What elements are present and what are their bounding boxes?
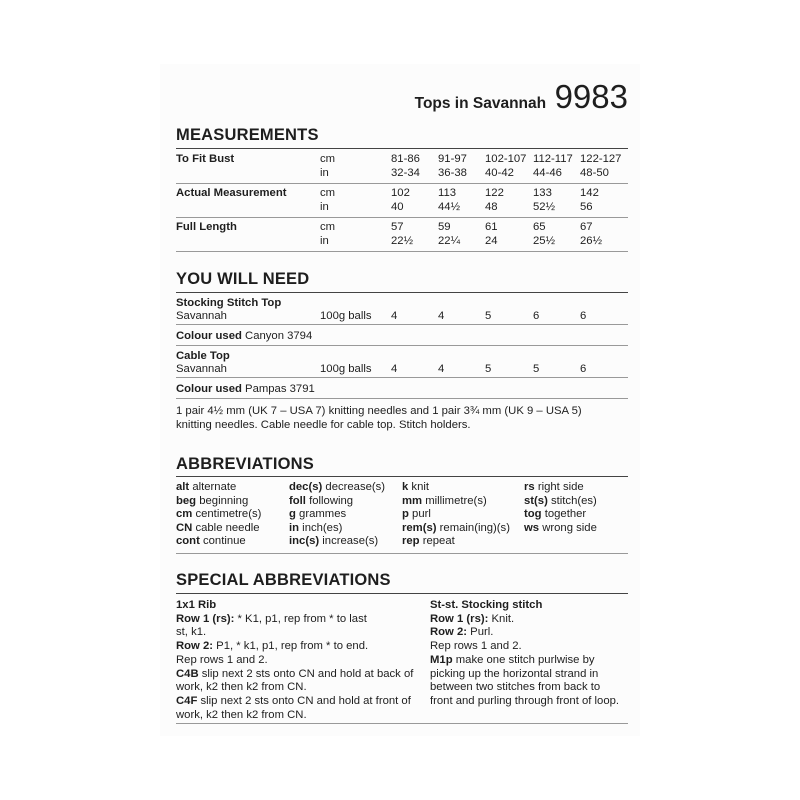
divider: [176, 292, 628, 293]
special-abbreviation-line: [430, 694, 619, 708]
yarn-section-title: Cable Top: [176, 350, 230, 362]
ball-count: 4: [438, 310, 445, 322]
abbreviation-meaning: wrong side: [539, 521, 597, 534]
value-cm: 59: [438, 221, 451, 233]
value-cm: 81-86: [391, 153, 420, 165]
divider: [176, 593, 628, 594]
abbreviation-key: alt: [176, 481, 190, 493]
row-label: Full Length: [176, 221, 237, 233]
abbreviation-meaning: beginning: [196, 494, 249, 507]
special-key: 1x1 Rib: [176, 599, 217, 611]
abbreviation-meaning: remain(ing)(s): [436, 521, 510, 534]
unit-in: in: [320, 201, 329, 213]
value-in: 52½: [533, 201, 555, 213]
abbreviation-key: in: [289, 521, 300, 534]
value-cm: 133: [533, 187, 552, 199]
pattern-number: 9983: [554, 78, 628, 115]
special-text: front and purling through front of loop.: [430, 694, 620, 707]
abbreviation-key: mm: [402, 494, 423, 507]
divider: [176, 398, 628, 399]
abbreviation-key: tog: [524, 508, 542, 521]
abbreviation-key: cm: [176, 508, 193, 521]
special-key: Row 2:: [176, 640, 214, 653]
divider: [176, 251, 628, 252]
unit-in: in: [320, 235, 329, 247]
value-cm: 65: [533, 221, 546, 233]
special-key: C4B: [176, 667, 199, 680]
divider: [176, 723, 628, 724]
ball-count: 4: [391, 310, 398, 322]
abbreviation-entry: [289, 521, 342, 535]
value-in: 44-46: [533, 167, 562, 179]
abbreviation-key: rem(s): [402, 521, 437, 534]
abbreviation-meaning: grammes: [295, 508, 347, 521]
abbreviation-meaning: increase(s): [319, 535, 379, 548]
needles-text: 1 pair 4½ mm (UK 7 – USA 7) knitting needles and 1 pair 3¾ mm (UK 9 – USA 5): [176, 405, 582, 417]
colour-value: Canyon 3794: [241, 330, 313, 342]
abbreviation-key: k: [402, 481, 409, 493]
abbreviation-meaning: cable needle: [192, 521, 260, 534]
special-key: Row 2:: [430, 626, 468, 639]
abbreviation-entry: [402, 534, 455, 548]
special-key: C4F: [176, 694, 198, 707]
value-cm: 57: [391, 221, 404, 233]
divider: [176, 476, 628, 477]
divider: [176, 345, 628, 346]
yarn-section-title: Stocking Stitch Top: [176, 297, 282, 309]
ball-count: 6: [533, 310, 540, 322]
pattern-title: Tops in Savannah: [414, 95, 547, 112]
abbreviation-meaning: continue: [199, 535, 246, 548]
value-cm: 122-127: [580, 153, 622, 165]
special-abbreviation-line: [176, 708, 307, 722]
abbreviation-key: dec(s): [289, 481, 323, 493]
abbreviation-meaning: right side: [534, 481, 584, 493]
needles-text: knitting needles. Cable needle for cable top. Stitch holders.: [176, 419, 471, 431]
special-abbreviation-line: [176, 667, 413, 681]
value-cm: 67: [580, 221, 593, 233]
value-in: 48: [485, 201, 498, 213]
special-text: st, k1.: [176, 626, 207, 639]
special-abbreviation-line: [176, 598, 216, 612]
abbreviation-key: st(s): [524, 494, 548, 507]
abbreviation-entry: [176, 494, 248, 508]
value-in: 32-34: [391, 167, 420, 179]
ball-count: 5: [485, 310, 492, 322]
ball-count: 5: [533, 363, 540, 375]
ball-count: 4: [391, 363, 398, 375]
unit-in: in: [320, 167, 329, 179]
special-abbreviation-line: [176, 639, 368, 653]
abbreviation-meaning: following: [305, 494, 354, 507]
ball-count: 4: [438, 363, 445, 375]
special-text: slip next 2 sts onto CN and hold at front of: [197, 694, 411, 707]
yarn-name: Savannah: [176, 310, 227, 322]
row-label: Actual Measurement: [176, 187, 287, 199]
abbreviation-key: g: [289, 508, 296, 521]
special-text: work, k2 then k2 from CN.: [176, 708, 307, 721]
special-abbreviation-line: [430, 612, 514, 626]
abbreviation-entry: [289, 494, 353, 508]
divider: [176, 148, 628, 149]
abbreviation-meaning: centimetre(s): [192, 508, 262, 521]
special-text: make one stitch purlwise by: [452, 653, 595, 666]
abbreviation-entry: [289, 507, 346, 521]
colour-label: Colour used: [176, 383, 242, 395]
abbreviation-entry: [524, 507, 586, 521]
special-abbreviation-line: [430, 680, 600, 694]
special-text: slip next 2 sts onto CN and hold at back of: [198, 667, 414, 680]
value-in: 22½: [391, 235, 413, 247]
special-abbreviation-line: [430, 667, 598, 681]
abbreviation-meaning: millimetre(s): [422, 494, 487, 507]
special-abbreviation-line: [176, 680, 307, 694]
value-cm: 91-97: [438, 153, 467, 165]
abbreviation-key: CN: [176, 521, 193, 534]
section-heading: ABBREVIATIONS: [176, 455, 314, 473]
value-in: 48-50: [580, 167, 609, 179]
special-text: picking up the horizontal strand in: [430, 667, 599, 680]
special-key: St-st. Stocking stitch: [430, 599, 543, 611]
special-key: Row 1 (rs):: [430, 612, 489, 625]
special-key: M1p: [430, 653, 453, 666]
special-text: Purl.: [467, 626, 494, 639]
row-label: To Fit Bust: [176, 153, 235, 165]
colour-used: [176, 382, 315, 396]
special-abbreviation-line: [176, 653, 268, 667]
colour-label: Colour used: [176, 330, 242, 342]
ball-count: 5: [485, 363, 492, 375]
colour-value: Pampas 3791: [241, 383, 315, 395]
abbreviation-meaning: alternate: [189, 481, 237, 493]
section-heading: SPECIAL ABBREVIATIONS: [176, 571, 391, 589]
abbreviation-meaning: stitch(es): [547, 494, 597, 507]
abbreviation-key: p: [402, 508, 409, 521]
value-in: 22¼: [438, 235, 460, 247]
abbreviation-entry: [176, 480, 236, 494]
special-key: Row 1 (rs):: [176, 612, 235, 625]
special-abbreviation-line: [430, 625, 493, 639]
ball-count: 6: [580, 363, 587, 375]
pattern-header: [415, 78, 628, 116]
value-cm: 142: [580, 187, 599, 199]
abbreviation-meaning: knit: [408, 481, 430, 493]
special-text: between two stitches from back to: [430, 681, 601, 694]
divider: [176, 183, 628, 184]
yarn-unit: 100g balls: [320, 363, 372, 375]
special-abbreviation-line: [176, 612, 367, 626]
abbreviation-meaning: repeat: [419, 535, 455, 548]
abbreviation-entry: [524, 494, 597, 508]
value-cm: 112-117: [533, 153, 573, 165]
abbreviation-meaning: together: [541, 508, 587, 521]
abbreviation-key: rs: [524, 481, 535, 493]
value-in: 56: [580, 201, 593, 213]
special-abbreviation-line: [430, 598, 542, 612]
abbreviation-entry: [176, 521, 260, 535]
special-abbreviation-line: [176, 625, 206, 639]
abbreviation-entry: [524, 480, 584, 494]
yarn-unit: 100g balls: [320, 310, 372, 322]
value-in: 40-42: [485, 167, 514, 179]
unit-cm: cm: [320, 187, 336, 199]
value-cm: 102-107: [485, 153, 527, 165]
special-text: Knit.: [488, 612, 515, 625]
section-heading: YOU WILL NEED: [176, 270, 310, 288]
abbreviation-key: cont: [176, 535, 200, 548]
special-abbreviation-line: [430, 653, 595, 667]
yarn-name: Savannah: [176, 363, 227, 375]
special-text: work, k2 then k2 from CN.: [176, 681, 307, 694]
abbreviation-entry: [402, 507, 431, 521]
abbreviation-key: beg: [176, 494, 197, 507]
value-in: 25½: [533, 235, 555, 247]
section-heading: MEASUREMENTS: [176, 126, 319, 144]
abbreviation-meaning: inch(es): [299, 521, 343, 534]
divider: [176, 377, 628, 378]
value-in: 44½: [438, 201, 460, 213]
abbreviation-meaning: purl: [408, 508, 431, 521]
value-in: 24: [485, 235, 498, 247]
abbreviation-meaning: decrease(s): [322, 481, 386, 493]
value-in: 40: [391, 201, 404, 213]
special-text: * K1, p1, rep from * to last: [234, 612, 367, 625]
abbreviation-entry: [402, 494, 487, 508]
abbreviation-entry: [176, 534, 246, 548]
abbreviation-entry: [402, 521, 510, 535]
unit-cm: cm: [320, 153, 336, 165]
ball-count: 6: [580, 310, 587, 322]
value-cm: 122: [485, 187, 504, 199]
abbreviation-entry: [289, 534, 378, 548]
value-in: 36-38: [438, 167, 467, 179]
unit-cm: cm: [320, 221, 336, 233]
divider: [176, 553, 628, 554]
abbreviation-entry: [289, 480, 385, 494]
abbreviation-key: inc(s): [289, 535, 320, 548]
special-text: P1, * k1, p1, rep from * to end.: [213, 640, 369, 653]
value-cm: 113: [438, 187, 457, 199]
colour-used: [176, 329, 312, 343]
special-text: Rep rows 1 and 2.: [430, 640, 522, 653]
divider: [176, 324, 628, 325]
special-abbreviation-line: [430, 639, 522, 653]
special-abbreviation-line: [176, 694, 411, 708]
value-in: 26½: [580, 235, 602, 247]
abbreviation-entry: [402, 480, 429, 494]
abbreviation-key: ws: [524, 521, 540, 534]
abbreviation-key: foll: [289, 494, 306, 507]
abbreviation-entry: [524, 521, 597, 535]
special-text: Rep rows 1 and 2.: [176, 653, 268, 666]
abbreviation-key: rep: [402, 535, 420, 548]
abbreviation-entry: [176, 507, 261, 521]
value-cm: 61: [485, 221, 498, 233]
divider: [176, 217, 628, 218]
value-cm: 102: [391, 187, 410, 199]
